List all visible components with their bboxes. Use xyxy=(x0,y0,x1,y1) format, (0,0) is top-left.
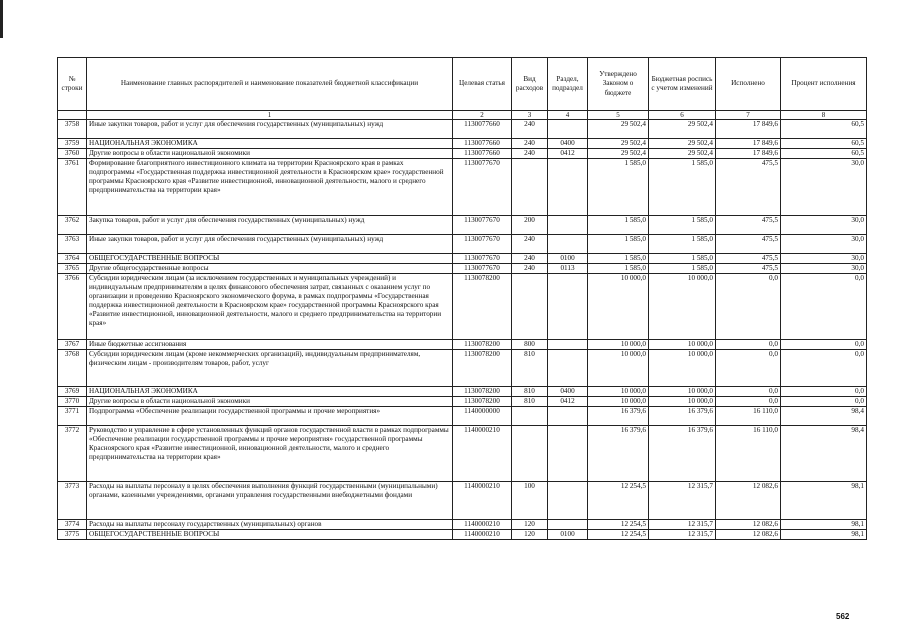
row-expense-type xyxy=(512,407,548,426)
row-approved: 16 379,6 xyxy=(588,407,649,426)
header-percent: Процент исполнения xyxy=(781,58,867,111)
row-section xyxy=(548,350,588,387)
row-executed: 12 082,6 xyxy=(716,482,781,520)
budget-execution-table xyxy=(57,57,867,540)
row-approved: 10 000,0 xyxy=(588,387,649,397)
row-percent: 0,0 xyxy=(781,340,867,350)
row-section xyxy=(548,340,588,350)
row-name: Иные закупки товаров, работ и услуг для обеспечения государственных (муниципальных) нужд xyxy=(87,120,453,139)
row-budget-schedule: 16 379,6 xyxy=(649,426,716,482)
row-section: 0412 xyxy=(548,397,588,407)
row-target-article: 1130077670 xyxy=(453,264,512,274)
row-name: НАЦИОНАЛЬНАЯ ЭКОНОМИКА xyxy=(87,139,453,149)
row-executed: 475,5 xyxy=(716,159,781,216)
row-number: 3761 xyxy=(58,159,87,216)
row-target-article: 1130077660 xyxy=(453,149,512,159)
row-number: 3768 xyxy=(58,350,87,387)
row-number: 3760 xyxy=(58,149,87,159)
header-executed: Исполнено xyxy=(716,58,781,111)
row-number: 3764 xyxy=(58,254,87,264)
table-row xyxy=(58,387,867,397)
row-section xyxy=(548,120,588,139)
row-expense-type: 240 xyxy=(512,235,548,254)
row-approved: 29 502,4 xyxy=(588,149,649,159)
row-approved: 12 254,5 xyxy=(588,530,649,540)
header-row-no: № строки xyxy=(58,58,87,111)
row-name: Другие вопросы в области национальной экономики xyxy=(87,149,453,159)
row-expense-type: 200 xyxy=(512,216,548,235)
row-expense-type: 120 xyxy=(512,520,548,530)
row-percent: 98,4 xyxy=(781,407,867,426)
row-percent: 98,1 xyxy=(781,520,867,530)
row-target-article: 1130077670 xyxy=(453,216,512,235)
row-percent: 60,5 xyxy=(781,149,867,159)
row-executed: 16 110,0 xyxy=(716,426,781,482)
row-executed: 475,5 xyxy=(716,235,781,254)
row-number: 3758 xyxy=(58,120,87,139)
row-name: ОБЩЕГОСУДАРСТВЕННЫЕ ВОПРОСЫ xyxy=(87,254,453,264)
row-target-article: 1130077670 xyxy=(453,254,512,264)
table-row xyxy=(58,159,867,216)
row-budget-schedule: 10 000,0 xyxy=(649,387,716,397)
table-row xyxy=(58,274,867,340)
row-target-article: 1130078200 xyxy=(453,350,512,387)
row-section xyxy=(548,159,588,216)
row-budget-schedule: 1 585,0 xyxy=(649,159,716,216)
row-percent: 30,0 xyxy=(781,264,867,274)
row-name: Подпрограмма «Обеспечение реализации государственной программы и прочие мероприятия» xyxy=(87,407,453,426)
column-number: 7 xyxy=(716,111,781,120)
left-margin-rule xyxy=(0,0,3,38)
row-target-article: 1140000210 xyxy=(453,520,512,530)
row-expense-type: 100 xyxy=(512,482,548,520)
row-name: Субсидии юридическим лицам (за исключением государственных и муниципальных учреждений) и индивидуальным предпринимателям в целях финансового обеспечения затрат, связанных с оказанием услуг по организации и проведению Красноярского экономического форума, в рамках подпрограммы «Государственная поддержка инвестиционной деятельности в Красноярском крае» государственной программы Красноярского края «Развитие инвестиционной, инновационной деятельности, малого и среднего предпринимательства на территории края» xyxy=(87,274,453,340)
row-section: 0113 xyxy=(548,264,588,274)
row-expense-type: 810 xyxy=(512,350,548,387)
row-name: Другие общегосударственные вопросы xyxy=(87,264,453,274)
row-name: Иные закупки товаров, работ и услуг для обеспечения государственных (муниципальных) нужд xyxy=(87,235,453,254)
row-percent: 30,0 xyxy=(781,254,867,264)
header-target-article: Целевая статья xyxy=(453,58,512,111)
row-number: 3763 xyxy=(58,235,87,254)
row-approved: 29 502,4 xyxy=(588,139,649,149)
row-expense-type: 240 xyxy=(512,254,548,264)
table-row xyxy=(58,149,867,159)
row-approved: 1 585,0 xyxy=(588,216,649,235)
column-number-blank xyxy=(58,111,87,120)
table-header-row xyxy=(58,58,867,111)
table-row xyxy=(58,139,867,149)
row-expense-type: 240 xyxy=(512,264,548,274)
row-target-article: 1140000210 xyxy=(453,530,512,540)
row-name: Руководство и управление в сфере установленных функций органов государственной власти в рамках подпрограммы «Обеспечение реализации государственной программы и прочие мероприятия» государственной программы Красноярского края «Развитие инвестиционной, инновационной деятельности, малого и среднего предпринимательства на территории края» xyxy=(87,426,453,482)
row-section xyxy=(548,482,588,520)
table-row xyxy=(58,120,867,139)
row-target-article: 1130078200 xyxy=(453,387,512,397)
row-expense-type: 120 xyxy=(512,530,548,540)
row-section xyxy=(548,216,588,235)
table-row xyxy=(58,407,867,426)
row-percent: 30,0 xyxy=(781,159,867,216)
column-number: 8 xyxy=(781,111,867,120)
row-name: Закупка товаров, работ и услуг для обеспечения государственных (муниципальных) нужд xyxy=(87,216,453,235)
table-row xyxy=(58,520,867,530)
table-row xyxy=(58,426,867,482)
row-expense-type: 810 xyxy=(512,387,548,397)
row-budget-schedule: 10 000,0 xyxy=(649,397,716,407)
row-percent: 60,5 xyxy=(781,139,867,149)
row-target-article: 1130077670 xyxy=(453,159,512,216)
row-executed: 17 849,6 xyxy=(716,149,781,159)
row-number: 3762 xyxy=(58,216,87,235)
row-executed: 17 849,6 xyxy=(716,139,781,149)
row-section: 0100 xyxy=(548,530,588,540)
row-target-article: 1130078200 xyxy=(453,274,512,340)
row-number: 3771 xyxy=(58,407,87,426)
row-executed: 0,0 xyxy=(716,397,781,407)
row-percent: 0,0 xyxy=(781,387,867,397)
row-section: 0400 xyxy=(548,387,588,397)
row-percent: 98,1 xyxy=(781,530,867,540)
row-budget-schedule: 29 502,4 xyxy=(649,120,716,139)
row-section xyxy=(548,274,588,340)
row-percent: 30,0 xyxy=(781,216,867,235)
row-approved: 10 000,0 xyxy=(588,274,649,340)
row-percent: 98,4 xyxy=(781,426,867,482)
row-executed: 12 082,6 xyxy=(716,520,781,530)
row-number: 3773 xyxy=(58,482,87,520)
row-approved: 1 585,0 xyxy=(588,254,649,264)
table-row xyxy=(58,254,867,264)
row-executed: 475,5 xyxy=(716,254,781,264)
row-executed: 16 110,0 xyxy=(716,407,781,426)
column-number: 3 xyxy=(512,111,548,120)
row-executed: 17 849,6 xyxy=(716,120,781,139)
row-approved: 10 000,0 xyxy=(588,340,649,350)
row-name: Иные бюджетные ассигнования xyxy=(87,340,453,350)
row-approved: 12 254,5 xyxy=(588,482,649,520)
table-row xyxy=(58,216,867,235)
table-body xyxy=(58,120,867,540)
row-section xyxy=(548,426,588,482)
row-expense-type: 810 xyxy=(512,397,548,407)
row-target-article: 1130077660 xyxy=(453,139,512,149)
row-budget-schedule: 12 315,7 xyxy=(649,530,716,540)
header-budget-schedule: Бюджетная роспись с учетом изменений xyxy=(649,58,716,111)
row-percent: 0,0 xyxy=(781,397,867,407)
row-name: НАЦИОНАЛЬНАЯ ЭКОНОМИКА xyxy=(87,387,453,397)
table-row xyxy=(58,340,867,350)
column-number: 4 xyxy=(548,111,588,120)
row-executed: 0,0 xyxy=(716,350,781,387)
table-row xyxy=(58,350,867,387)
row-section: 0100 xyxy=(548,254,588,264)
column-number: 5 xyxy=(588,111,649,120)
row-percent: 98,1 xyxy=(781,482,867,520)
row-budget-schedule: 16 379,6 xyxy=(649,407,716,426)
page-number: 562 xyxy=(836,612,850,621)
row-executed: 475,5 xyxy=(716,264,781,274)
row-budget-schedule: 10 000,0 xyxy=(649,274,716,340)
row-target-article: 1140000000 xyxy=(453,407,512,426)
row-target-article: 1130078200 xyxy=(453,397,512,407)
row-percent: 0,0 xyxy=(781,274,867,340)
table-row xyxy=(58,235,867,254)
row-budget-schedule: 29 502,4 xyxy=(649,139,716,149)
row-approved: 10 000,0 xyxy=(588,350,649,387)
row-budget-schedule: 29 502,4 xyxy=(649,149,716,159)
row-percent: 60,5 xyxy=(781,120,867,139)
row-section: 0412 xyxy=(548,149,588,159)
row-executed: 0,0 xyxy=(716,387,781,397)
row-approved: 16 379,6 xyxy=(588,426,649,482)
row-expense-type: 800 xyxy=(512,340,548,350)
row-number: 3765 xyxy=(58,264,87,274)
row-number: 3769 xyxy=(58,387,87,397)
row-number: 3772 xyxy=(58,426,87,482)
row-number: 3775 xyxy=(58,530,87,540)
header-section: Раздел, подраздел xyxy=(548,58,588,111)
row-budget-schedule: 1 585,0 xyxy=(649,254,716,264)
row-budget-schedule: 1 585,0 xyxy=(649,235,716,254)
row-name: Субсидии юридическим лицам (кроме некоммерческих организаций), индивидуальным предпринимателям, физическим лицам - производителям товаров, работ, услуг xyxy=(87,350,453,387)
row-executed: 0,0 xyxy=(716,340,781,350)
row-section xyxy=(548,520,588,530)
row-budget-schedule: 10 000,0 xyxy=(649,340,716,350)
header-approved: Утверждено Законом о бюджете xyxy=(588,58,649,111)
row-expense-type xyxy=(512,274,548,340)
row-name: Другие вопросы в области национальной экономики xyxy=(87,397,453,407)
row-percent: 0,0 xyxy=(781,350,867,387)
row-approved: 10 000,0 xyxy=(588,397,649,407)
row-number: 3767 xyxy=(58,340,87,350)
row-approved: 1 585,0 xyxy=(588,264,649,274)
header-expense-type: Вид расходов xyxy=(512,58,548,111)
row-expense-type xyxy=(512,426,548,482)
row-name: Формирование благоприятного инвестиционного климата на территории Красноярского края в рамках подпрограммы «Государственная поддержка инвестиционной деятельности в Красноярском крае» государственной программы Красноярского края «Развитие инвестиционной, инновационной деятельности, малого и среднего предпринимательства на территории края» xyxy=(87,159,453,216)
row-expense-type: 240 xyxy=(512,120,548,139)
table-row xyxy=(58,530,867,540)
row-expense-type xyxy=(512,159,548,216)
row-section xyxy=(548,407,588,426)
row-budget-schedule: 10 000,0 xyxy=(649,350,716,387)
row-name: Расходы на выплаты персоналу в целях обеспечения выполнения функций государственными (муниципальными) органами, казенными учреждениями, органами управления государственными внебюджетными фондами xyxy=(87,482,453,520)
row-number: 3774 xyxy=(58,520,87,530)
row-expense-type: 240 xyxy=(512,139,548,149)
row-section: 0400 xyxy=(548,139,588,149)
row-approved: 12 254,5 xyxy=(588,520,649,530)
row-executed: 12 082,6 xyxy=(716,530,781,540)
row-approved: 1 585,0 xyxy=(588,159,649,216)
row-target-article: 1140000210 xyxy=(453,426,512,482)
row-name: Расходы на выплаты персоналу государственных (муниципальных) органов xyxy=(87,520,453,530)
column-number-row xyxy=(58,111,867,120)
column-number: 1 xyxy=(87,111,453,120)
row-section xyxy=(548,235,588,254)
row-approved: 29 502,4 xyxy=(588,120,649,139)
row-executed: 0,0 xyxy=(716,274,781,340)
row-budget-schedule: 12 315,7 xyxy=(649,520,716,530)
table-row xyxy=(58,397,867,407)
row-approved: 1 585,0 xyxy=(588,235,649,254)
row-target-article: 1130077670 xyxy=(453,235,512,254)
row-budget-schedule: 1 585,0 xyxy=(649,216,716,235)
row-target-article: 1130078200 xyxy=(453,340,512,350)
row-budget-schedule: 12 315,7 xyxy=(649,482,716,520)
header-name: Наименование главных распорядителей и наименование показателей бюджетной классификации xyxy=(87,58,453,111)
row-target-article: 1140000210 xyxy=(453,482,512,520)
row-number: 3770 xyxy=(58,397,87,407)
row-number: 3759 xyxy=(58,139,87,149)
table-row xyxy=(58,264,867,274)
row-budget-schedule: 1 585,0 xyxy=(649,264,716,274)
row-expense-type: 240 xyxy=(512,149,548,159)
row-target-article: 1130077660 xyxy=(453,120,512,139)
column-number: 6 xyxy=(649,111,716,120)
row-executed: 475,5 xyxy=(716,216,781,235)
row-name: ОБЩЕГОСУДАРСТВЕННЫЕ ВОПРОСЫ xyxy=(87,530,453,540)
table-row xyxy=(58,482,867,520)
row-percent: 30,0 xyxy=(781,235,867,254)
row-number: 3766 xyxy=(58,274,87,340)
column-number: 2 xyxy=(453,111,512,120)
